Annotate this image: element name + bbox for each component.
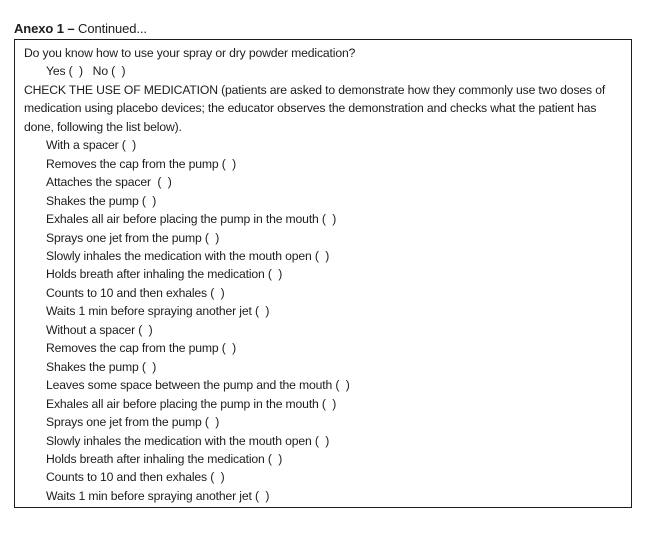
checklist-item: Without a spacer ( )	[46, 322, 153, 337]
checklist-item: Exhales all air before placing the pump in the mouth ( )	[46, 212, 337, 227]
annex-title	[14, 21, 147, 37]
checklist-item: Holds breath after inhaling the medication ( )	[46, 451, 283, 466]
checklist-item: Slowly inhales the medication with the mouth open ( )	[46, 433, 330, 448]
checklist-item: Counts to 10 and then exhales ( )	[46, 470, 225, 485]
checklist-item: Counts to 10 and then exhales ( )	[46, 285, 225, 300]
checklist-item: Removes the cap from the pump ( )	[46, 341, 236, 356]
checklist-item: Shakes the pump ( )	[46, 193, 157, 208]
annex-title-continued: Continued...	[74, 21, 147, 36]
checklist-item: Waits 1 min before spraying another jet ( )	[46, 304, 270, 319]
questionnaire-box	[14, 39, 632, 508]
checklist-item: Holds breath after inhaling the medication ( )	[46, 267, 283, 282]
checklist-item: Attaches the spacer ( )	[46, 175, 172, 190]
annex-title-label: Anexo 1 –	[14, 21, 75, 36]
checklist-item: Sprays one jet from the pump ( )	[46, 415, 220, 430]
checklist-item: Shakes the pump ( )	[46, 359, 157, 374]
checklist-item: Leaves some space between the pump and the mouth ( )	[46, 378, 350, 393]
checklist-item: Sprays one jet from the pump ( )	[46, 230, 220, 245]
instruction-text: CHECK THE USE OF MEDICATION (patients are asked to demonstrate how they commonly use two doses of medication using placebo devices; the educator observes the demonstration and checks what the patient has done, following the list below).	[24, 82, 609, 134]
checklist-item: With a spacer ( )	[46, 138, 137, 153]
checklist-item: Removes the cap from the pump ( )	[46, 156, 236, 171]
checklist-item: Slowly inhales the medication with the mouth open ( )	[46, 248, 330, 263]
checklist-item: Waits 1 min before spraying another jet ( )	[46, 488, 270, 503]
question-text: Do you know how to use your spray or dry powder medication?	[24, 46, 356, 60]
checklist-item: Exhales all air before placing the pump in the mouth ( )	[46, 396, 337, 411]
yes-no-options: Yes ( ) No ( )	[46, 64, 126, 79]
